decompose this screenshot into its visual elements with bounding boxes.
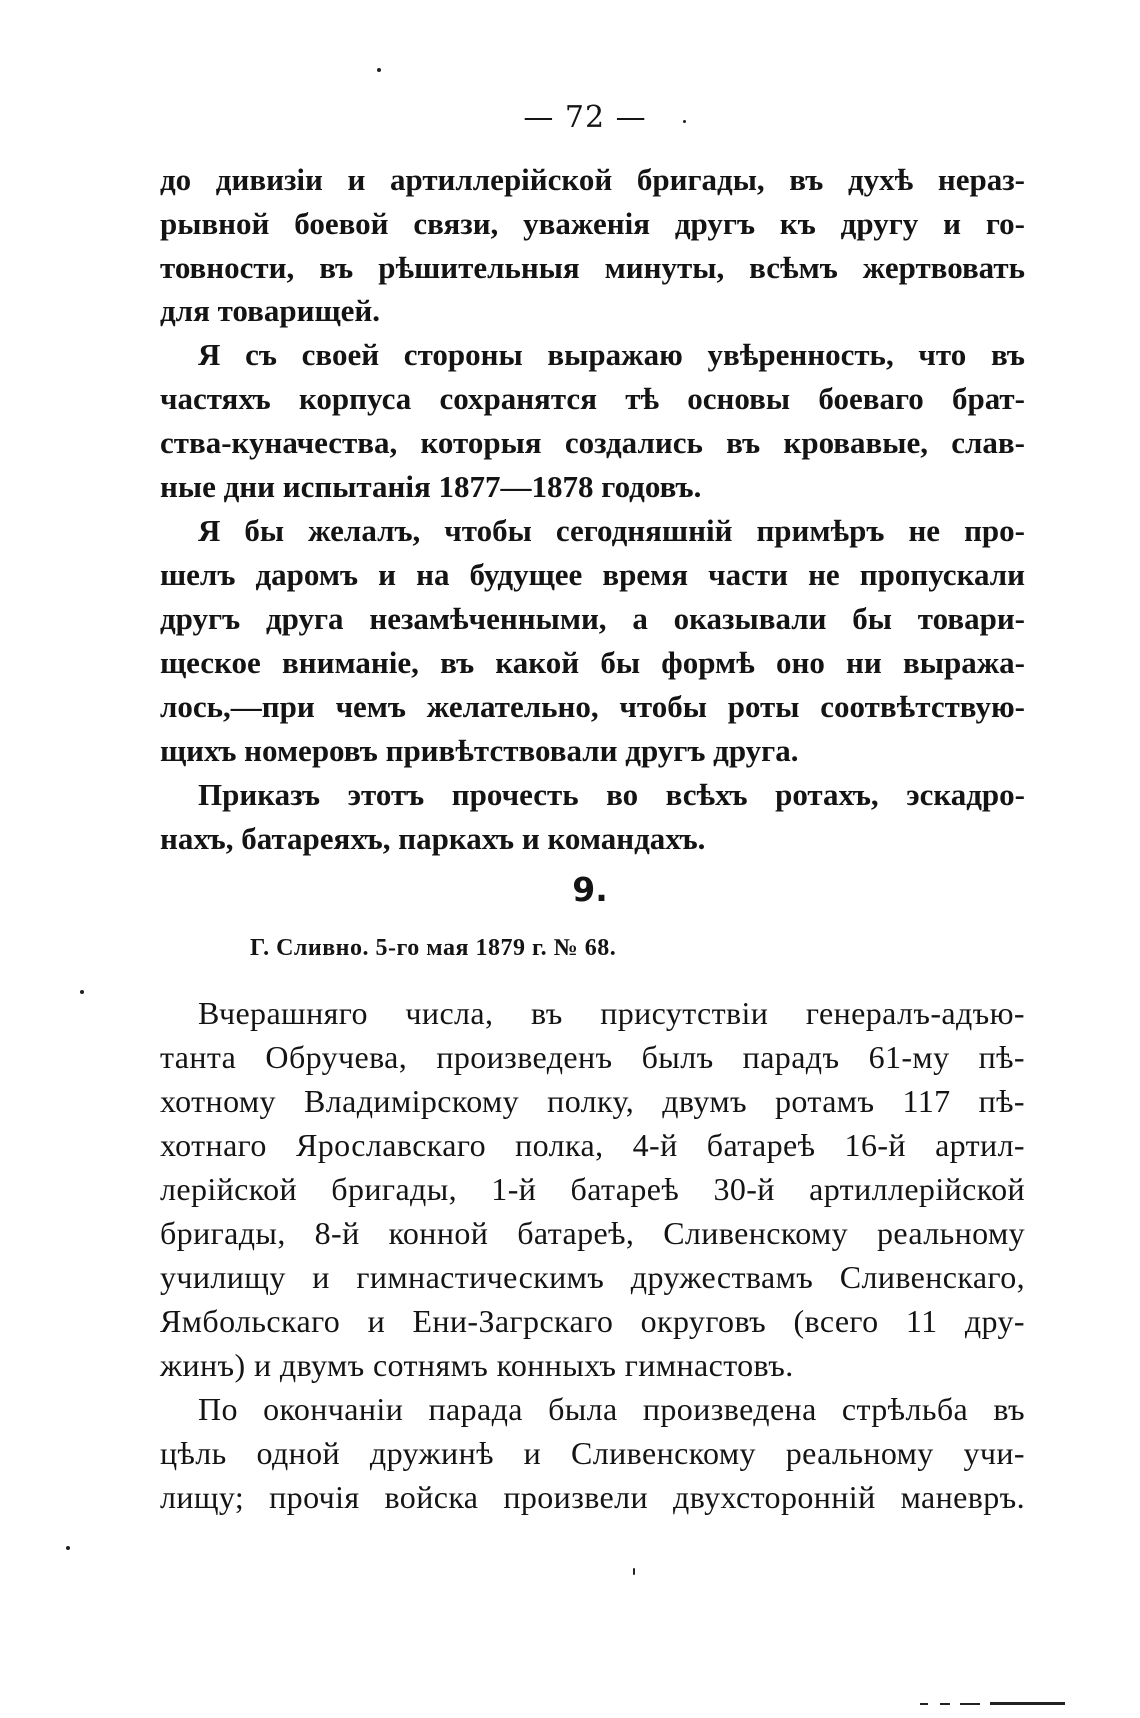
text-line: для товарищей. <box>160 293 381 328</box>
text-line: хотнаго Ярославскаго полка, 4-й батареѣ 16-й артил- <box>160 1127 1025 1163</box>
text-line: до дивизіи и артиллерійской бригады, въ духѣ нераз- <box>160 162 1025 197</box>
text-line: товности, въ рѣшительныя минуты, всѣмъ жертвовать <box>160 250 1025 285</box>
text-line: ства-куначества, которыя создались въ кровавые, слав- <box>160 425 1025 460</box>
scan-mark <box>940 1703 950 1705</box>
text-line: Приказъ этотъ прочесть во всѣхъ ротахъ, эскадро- <box>198 777 1025 812</box>
section-number: 9. <box>572 870 608 909</box>
order-dateline: Г. Сливно. 5-го мая 1879 г. № 68. <box>250 935 617 961</box>
text-line: щеское вниманіе, въ какой бы формѣ оно ни выража- <box>160 645 1025 680</box>
text-line: другъ друга незамѣченными, а оказывали бы товари- <box>160 601 1025 636</box>
text-line: танта Обручева, произведенъ былъ парадъ 61-му пѣ- <box>160 1039 1025 1075</box>
scan-speck <box>633 1568 635 1575</box>
text-line: лось,—при чемъ желательно, чтобы роты соотвѣтствую- <box>160 689 1025 724</box>
text-line: Вчерашняго числа, въ присутствіи генералъ-адъю- <box>198 995 1025 1031</box>
text-line: училищу и гимнастическимъ дружествамъ Сливенскаго, <box>160 1259 1025 1295</box>
text-line: нахъ, батареяхъ, паркахъ и командахъ. <box>160 821 706 856</box>
scan-speck <box>80 990 84 994</box>
text-line: ные дни испытанія 1877—1878 годовъ. <box>160 469 702 504</box>
scan-speck <box>66 1546 70 1550</box>
scan-speck <box>377 68 381 72</box>
text-line: частяхъ корпуса сохранятся тѣ основы боеваго брат- <box>160 381 1025 416</box>
page-number: — 72 — <box>523 100 647 135</box>
text-line: цѣль одной дружинѣ и Сливенскому реальному учи- <box>160 1435 1025 1471</box>
scan-speck <box>683 120 686 123</box>
scan-mark <box>990 1702 1065 1705</box>
text-line: Я бы желалъ, чтобы сегодняшній примѣръ не про- <box>198 513 1025 548</box>
scan-mark <box>920 1703 928 1705</box>
text-line: бригады, 8-й конной батареѣ, Сливенскому реальному <box>160 1215 1025 1251</box>
text-line: лерійской бригады, 1-й батареѣ 30-й артиллерійской <box>160 1171 1025 1207</box>
text-line: хотному Владимірскому полку, двумъ ротамъ 117 пѣ- <box>160 1083 1025 1119</box>
text-line: По окончаніи парада была произведена стрѣльба въ <box>198 1391 1025 1427</box>
text-line: рывной боевой связи, уваженія другъ къ другу и го- <box>160 206 1025 241</box>
scan-mark <box>960 1703 980 1705</box>
text-line: Я съ своей стороны выражаю увѣренность, что въ <box>198 337 1025 372</box>
text-line: Ямбольскаго и Ени-Загрскаго округовъ (всего 11 дру- <box>160 1303 1025 1339</box>
text-line: лищу; прочія войска произвели двухстороннiй маневръ. <box>160 1479 1025 1515</box>
text-line: щихъ номеровъ привѣтствовали другъ друга. <box>160 733 799 768</box>
text-line: шелъ даромъ и на будущее время части не пропускали <box>160 557 1025 592</box>
text-line: жинъ) и двумъ сотнямъ конныхъ гимнастовъ. <box>160 1347 794 1383</box>
